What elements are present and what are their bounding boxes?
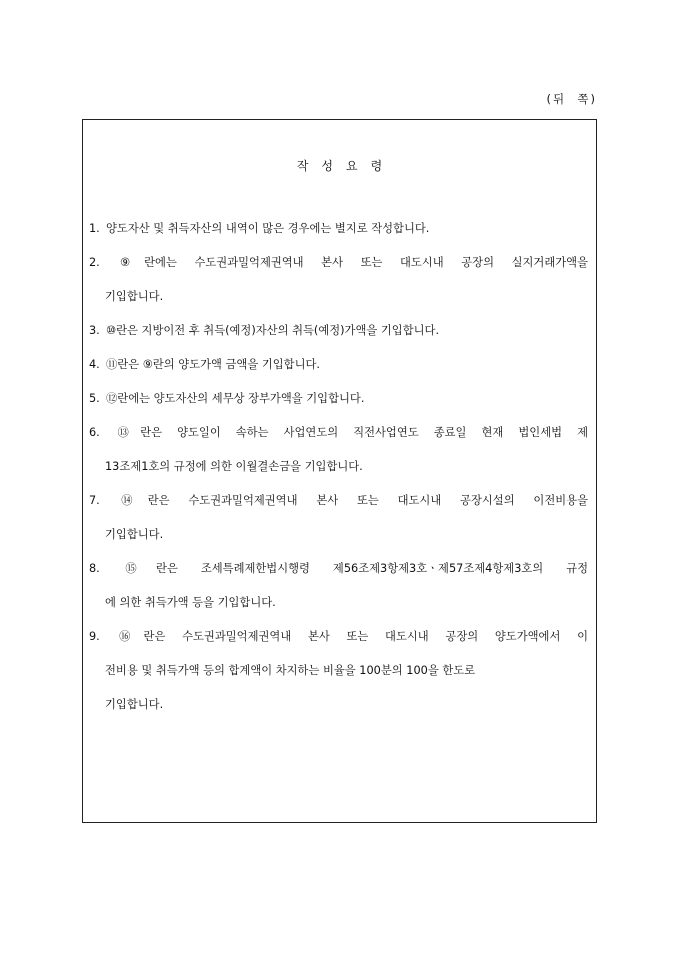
instruction-item (89, 314, 588, 348)
instruction-text-continued: 기입합니다. (105, 290, 164, 303)
instruction-text: 양도자산 및 취득자산의 내역이 많은 경우에는 별지로 작성합니다. (106, 222, 430, 235)
instruction-number: 1. (89, 222, 100, 235)
instruction-item (89, 246, 588, 314)
page-side-label: (뒤 쪽) (546, 92, 597, 106)
instructions-box (82, 119, 597, 823)
instruction-item (89, 212, 588, 246)
instruction-item (89, 484, 588, 552)
instruction-text: ⑪란은 ⑨란의 양도가액 금액을 기입합니다. (106, 358, 320, 371)
instruction-text-continued: 13조제1호의 규정에 의한 이월결손금을 기입합니다. (105, 460, 363, 473)
instruction-text-continued: 기입합니다. (105, 528, 164, 541)
instruction-number: 3. (89, 324, 100, 337)
instruction-number: 8. (89, 562, 100, 575)
instructions-list (89, 212, 588, 722)
instruction-text: ⑭란은 수도권과밀억제권역내 본사 또는 대도시내 공장시설의 이전비용을 (106, 494, 588, 507)
instruction-text: ⑨란에는 수도권과밀억제권역내 본사 또는 대도시내 공장의 실지거래가액을 (106, 256, 588, 269)
instruction-item (89, 348, 588, 382)
instruction-item (89, 552, 588, 620)
instruction-text-continued: 전비용 및 취득가액 등의 합계액이 차지하는 비율을 100분의 100을 한도로 (105, 664, 476, 677)
instruction-text: ⑩란은 지방이전 후 취득(예정)자산의 취득(예정)가액을 기입합니다. (106, 324, 440, 337)
instruction-text: ⑯란은 수도권과밀억제권역내 본사 또는 대도시내 공장의 양도가액에서 이 (106, 630, 588, 643)
instruction-item (89, 382, 588, 416)
instruction-number: 2. (89, 256, 100, 269)
instruction-number: 7. (89, 494, 100, 507)
instruction-number: 6. (89, 426, 100, 439)
instruction-text: ⑮란은 조세특례제한법시행령 제56조제3항제3호ㆍ제57조제4항제3호의 규정 (106, 562, 588, 575)
section-title: 작성요령 (296, 159, 396, 173)
instruction-text: ⑫란에는 양도자산의 세무상 장부가액을 기입합니다. (106, 392, 365, 405)
instruction-item (89, 620, 588, 722)
instruction-item (89, 416, 588, 484)
instruction-number: 9. (89, 630, 100, 643)
instruction-text: ⑬란은 양도일이 속하는 사업연도의 직전사업연도 종료일 현재 법인세법 제 (106, 426, 588, 439)
instruction-text-continued: 기입합니다. (105, 698, 164, 711)
instruction-number: 4. (89, 358, 100, 371)
instruction-number: 5. (89, 392, 100, 405)
instruction-text-continued: 에 의한 취득가액 등을 기입합니다. (105, 596, 276, 609)
